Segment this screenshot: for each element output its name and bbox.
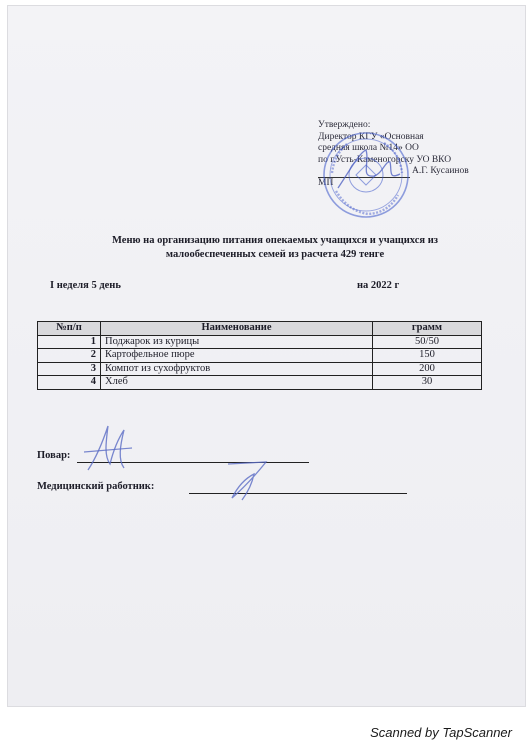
week-day-label: I неделя 5 день <box>50 280 121 291</box>
cook-signature-line <box>77 462 309 463</box>
row-dish: Компот из сухофруктов <box>101 362 373 376</box>
table-header-row <box>38 322 482 336</box>
header-grams: грамм <box>373 322 482 336</box>
approval-signature-line <box>318 166 498 178</box>
document-title <box>40 234 510 262</box>
table-row <box>38 362 482 376</box>
header-name: Наименование <box>101 322 373 336</box>
table-row <box>38 335 482 349</box>
scanner-watermark: Scanned by TapScanner <box>370 725 512 740</box>
year-label: на 2022 г <box>357 280 400 291</box>
menu-table <box>37 321 482 390</box>
title-line-1: Меню на организацию питания опекаемых учащихся и учащихся из <box>112 235 438 246</box>
row-grams: 200 <box>373 362 482 376</box>
row-number: 3 <box>38 362 101 376</box>
table-row <box>38 376 482 390</box>
stamp-place-label: МП <box>318 177 334 188</box>
row-number: 1 <box>38 335 101 349</box>
medic-signature-field <box>37 481 154 492</box>
approval-line-4: по г.Усть-Каменогорску УО ВКО <box>318 154 452 165</box>
row-number: 4 <box>38 376 101 390</box>
cook-label: Повар: <box>37 450 71 461</box>
approval-line-1: Утверждено: <box>318 120 371 130</box>
table-row <box>38 349 482 363</box>
row-dish: Хлеб <box>101 376 373 390</box>
approval-line-2: Директор КГУ «Основная <box>318 131 424 142</box>
medic-label: Медицинский работник: <box>37 481 155 492</box>
row-dish: Картофельное пюре <box>101 349 373 363</box>
row-grams: 50/50 <box>373 335 482 349</box>
approval-line-3: средняя школа №14» ОО <box>318 143 419 154</box>
medic-signature-line <box>189 493 407 494</box>
director-name: А.Г. Кусаинов <box>412 166 469 177</box>
title-line-2: малообеспеченных семей из расчета 429 тенге <box>165 249 385 260</box>
row-grams: 150 <box>373 349 482 363</box>
cook-signature-field <box>37 450 70 461</box>
approval-block <box>318 120 498 190</box>
row-number: 2 <box>38 349 101 363</box>
header-number: №п/п <box>38 322 101 336</box>
row-dish: Поджарок из курицы <box>101 335 373 349</box>
row-grams: 30 <box>373 376 482 390</box>
